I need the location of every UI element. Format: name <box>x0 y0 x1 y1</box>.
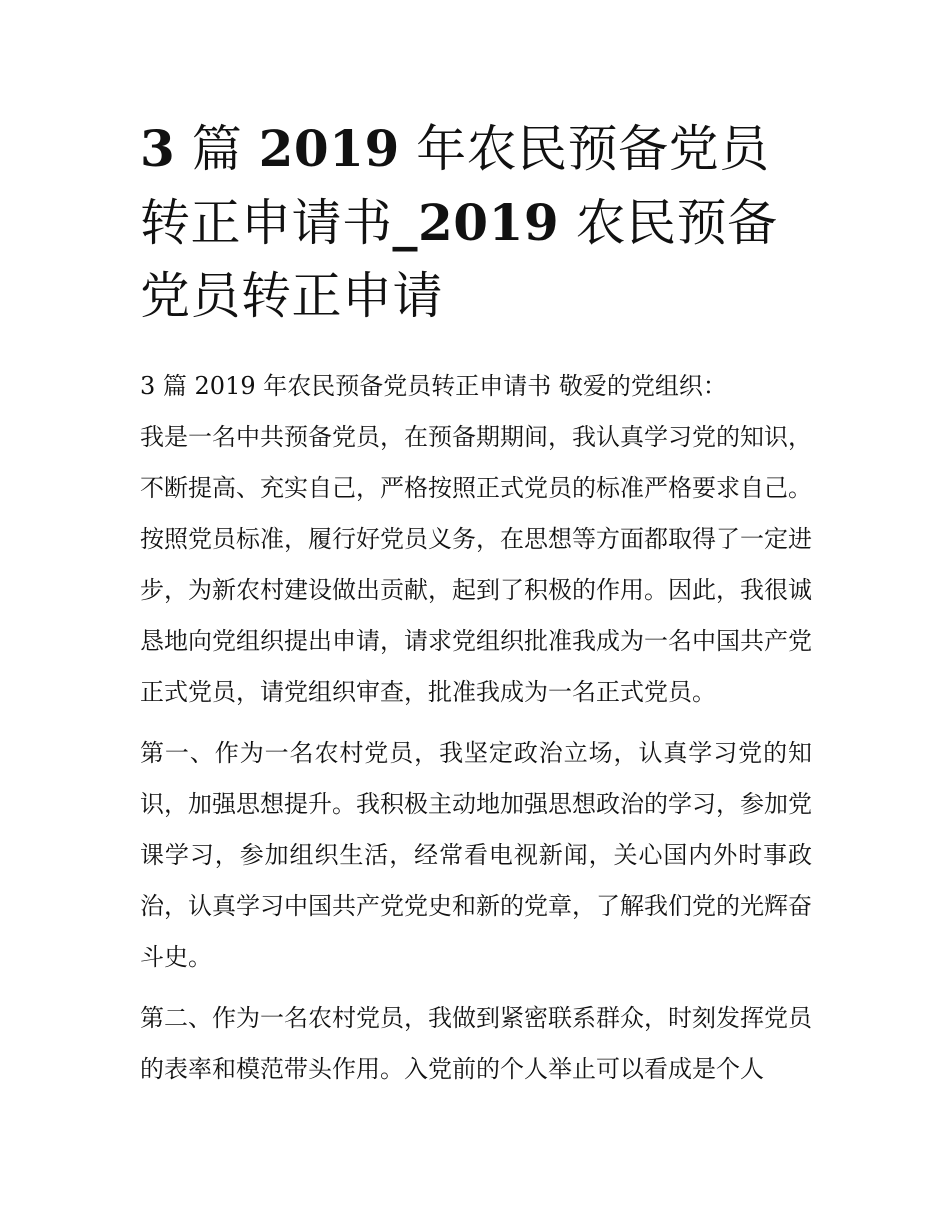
paragraph-greeting: 3 篇 2019 年农民预备党员转正申请书 敬爱的党组织： <box>140 372 727 400</box>
paragraph-first: 第一、作为一名农村党员，我坚定政治立场，认真学习党的知识，加强思想提升。我积极主动地加强思想政治的学习，参加党课学习，参加组织生活，经常看电视新闻，关心国内外时事政治，认真学习中国共产党党史和新的党章，了解我们党的光辉奋斗史。 <box>140 739 812 971</box>
document-page <box>140 112 812 1105</box>
document-title: 3 篇 2019 年农民预备党员转正申请书_2019 农民预备党员转正申请 <box>140 119 778 325</box>
paragraph-intro: 我是一名中共预备党员，在预备期期间，我认真学习党的知识，不断提高、充实自己，严格按照正式党员的标准严格要求自己。按照党员标准，履行好党员义务，在思想等方面都取得了一定进步，为新农村建设做出贡献，起到了积极的作用。因此，我很诚恳地向党组织提出申请，请求党组织批准我成为一名中国共产党正式党员，请党组织审查，批准我成为一名正式党员。 <box>140 423 812 706</box>
paragraph-second: 第二、作为一名农村党员，我做到紧密联系群众，时刻发挥党员的表率和模范带头作用。入党前的个人举止可以看成是个人 <box>140 1004 812 1083</box>
